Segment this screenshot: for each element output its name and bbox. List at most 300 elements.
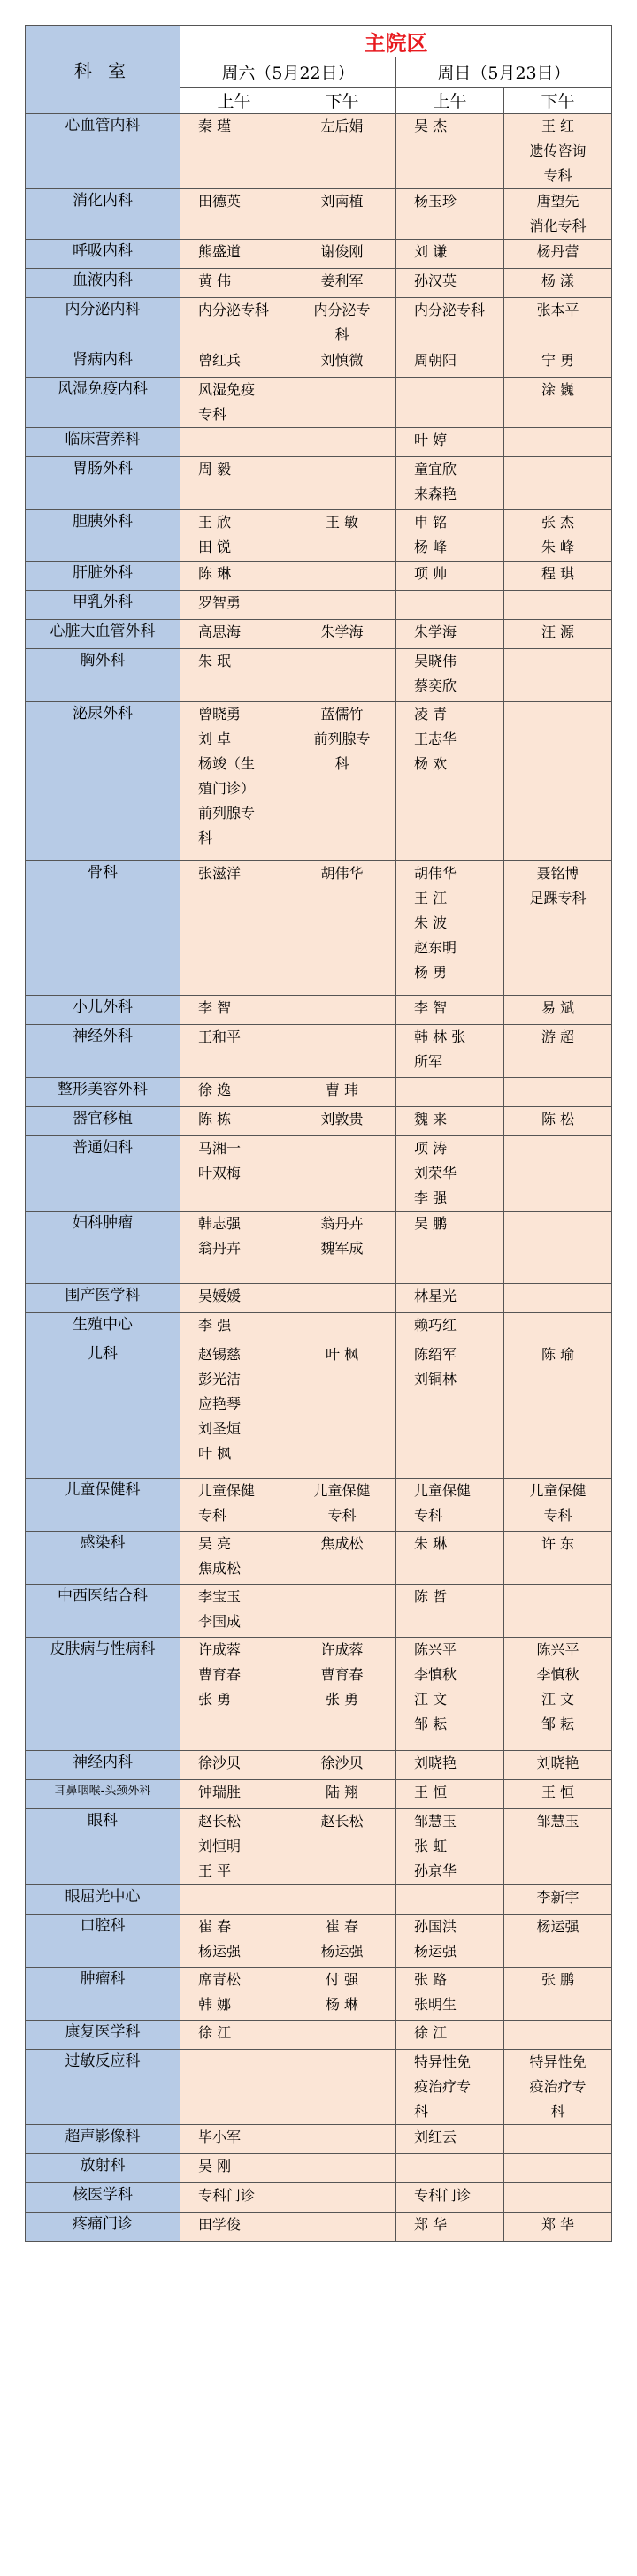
- doctor-entry: 徐 逸: [198, 1082, 232, 1098]
- table-row: [26, 2183, 612, 2213]
- doctor-entry: 内分泌专科: [198, 302, 270, 318]
- doctor-entry: 内分泌专: [313, 302, 371, 318]
- slot-sat-pm: [288, 2125, 396, 2154]
- dept-name: 皮肤病与性病科: [26, 1638, 180, 1751]
- dept-name: 心脏大血管外科: [26, 620, 180, 649]
- doctor-entry: 杨运强: [536, 1918, 579, 1935]
- table-row: [26, 620, 612, 649]
- slot-sat-am: [180, 348, 288, 378]
- dept-name: 血液内科: [26, 269, 180, 298]
- slot-sun-am: [396, 861, 504, 996]
- doctor-entry: 易 斌: [541, 999, 575, 1016]
- doctor-entry: 赵长松: [198, 1813, 242, 1830]
- doctor-entry: 聂铭博: [536, 865, 579, 882]
- doctor-entry: 童宜欣: [414, 461, 457, 478]
- dept-name: 风湿免疫内科: [26, 378, 180, 428]
- table-row: [26, 861, 612, 996]
- doctor-entry: 邹 耘: [541, 1716, 575, 1732]
- slot-sat-pm: [288, 1885, 396, 1915]
- table-row: [26, 428, 612, 457]
- slot-sat-pm: [288, 2050, 396, 2125]
- doctor-entry: 张明生: [414, 1996, 457, 2013]
- table-row: [26, 2125, 612, 2154]
- slot-sat-pm: [288, 189, 396, 240]
- doctor-entry: 谢俊刚: [320, 243, 364, 260]
- slot-sat-pm: [288, 1479, 396, 1532]
- table-row: [26, 996, 612, 1025]
- doctor-entry: 赵长松: [320, 1813, 364, 1830]
- doctor-entry: 王和平: [198, 1028, 242, 1045]
- doctor-entry: 内分泌专科: [414, 302, 486, 318]
- table-row: [26, 1585, 612, 1638]
- slot-sat-pm: [288, 1342, 396, 1479]
- table-row: [26, 189, 612, 240]
- slot-sun-am: [396, 1585, 504, 1638]
- slot-sun-am: [396, 591, 504, 620]
- doctor-entry: 江 文: [414, 1691, 448, 1708]
- dept-name: 心血管内科: [26, 114, 180, 189]
- slot-sat-am: [180, 1780, 288, 1809]
- slot-sun-pm: [504, 1532, 612, 1585]
- table-row: [26, 591, 612, 620]
- doctor-entry: 前列腺专: [313, 730, 371, 747]
- doctor-entry: 韩志强: [198, 1215, 242, 1232]
- slot-sat-am: [180, 562, 288, 591]
- dept-name: 甲乳外科: [26, 591, 180, 620]
- doctor-entry: 杨 漾: [541, 272, 575, 289]
- slot-sat-am: [180, 1915, 288, 1968]
- doctor-entry: 罗智勇: [198, 594, 242, 611]
- doctor-entry: 凌 青: [414, 706, 448, 722]
- doctor-entry: 刘铜林: [414, 1371, 457, 1387]
- doctor-entry: 消化专科: [529, 218, 587, 234]
- table-row: [26, 1638, 612, 1751]
- dept-name: 眼屈光中心: [26, 1885, 180, 1915]
- slot-sun-pm: [504, 996, 612, 1025]
- slot-sat-am: [180, 1638, 288, 1751]
- doctor-entry: 李慎秋: [536, 1666, 579, 1683]
- doctor-entry: 刘恒明: [198, 1838, 242, 1854]
- dept-name: 临床营养科: [26, 428, 180, 457]
- slot-sat-am: [180, 114, 288, 189]
- slot-sun-am: [396, 114, 504, 189]
- slot-sun-pm: [504, 378, 612, 428]
- doctor-entry: 孙国洪: [414, 1918, 457, 1935]
- slot-sat-am: [180, 2154, 288, 2183]
- doctor-entry: 徐 江: [414, 2024, 448, 2041]
- slot-sat-pm: [288, 620, 396, 649]
- doctor-entry: 刘慎微: [320, 352, 364, 369]
- doctor-entry: 刘南植: [320, 193, 364, 210]
- doctor-entry: 高思海: [198, 623, 242, 640]
- dept-name: 胃肠外科: [26, 457, 180, 510]
- doctor-entry: 朱 波: [414, 914, 448, 931]
- slot-sun-am: [396, 457, 504, 510]
- slot-sun-am: [396, 378, 504, 428]
- dept-name: 普通妇科: [26, 1136, 180, 1212]
- dept-name: 超声影像科: [26, 2125, 180, 2154]
- doctor-entry: 田学俊: [198, 2216, 242, 2233]
- doctor-entry: 许成蓉: [320, 1641, 364, 1658]
- slot-sun-am: [396, 1212, 504, 1284]
- slot-sun-pm: [504, 1025, 612, 1078]
- slot-sat-am: [180, 240, 288, 269]
- doctor-entry: 专科: [543, 167, 572, 184]
- dept-column-header: 科 室: [26, 26, 180, 114]
- slot-sat-am: [180, 1479, 288, 1532]
- slot-sun-pm: [504, 1107, 612, 1136]
- table-row: [26, 298, 612, 348]
- doctor-entry: 李宝玉: [198, 1588, 242, 1605]
- slot-sun-am: [396, 2021, 504, 2050]
- slot-sat-pm: [288, 2154, 396, 2183]
- doctor-entry: 宁 勇: [541, 352, 575, 369]
- dept-name: 整形美容外科: [26, 1078, 180, 1107]
- doctor-entry: 徐沙贝: [198, 1754, 242, 1771]
- doctor-entry: 韩 娜: [198, 1996, 232, 2013]
- doctor-entry: 赖巧红: [414, 1317, 457, 1334]
- doctor-entry: 韩 林 张: [414, 1028, 466, 1045]
- table-row: [26, 378, 612, 428]
- table-row: [26, 114, 612, 189]
- doctor-entry: 专科门诊: [198, 2187, 256, 2204]
- dept-name: 放射科: [26, 2154, 180, 2183]
- slot-sat-am: [180, 1078, 288, 1107]
- doctor-entry: 科: [414, 2103, 429, 2120]
- slot-sun-am: [396, 1342, 504, 1479]
- slot-sun-pm: [504, 1585, 612, 1638]
- doctor-entry: 申 铭: [414, 514, 448, 531]
- slot-sun-pm: [504, 240, 612, 269]
- slot-sun-pm: [504, 1136, 612, 1212]
- table-row: [26, 2213, 612, 2242]
- slot-sun-pm: [504, 649, 612, 702]
- doctor-entry: 朱 峰: [541, 539, 575, 555]
- slot-sun-am: [396, 2125, 504, 2154]
- doctor-entry: 涂 巍: [541, 381, 575, 398]
- doctor-entry: 张本平: [536, 302, 579, 318]
- doctor-entry: 儿童保健: [529, 1482, 587, 1499]
- slot-sat-am: [180, 1968, 288, 2021]
- slot-sun-am: [396, 1136, 504, 1212]
- doctor-entry: 李 强: [198, 1317, 232, 1334]
- doctor-entry: 张 鹏: [541, 1971, 575, 1988]
- doctor-entry: 王 红: [541, 118, 575, 134]
- slot-sat-am: [180, 1585, 288, 1638]
- slot-sun-pm: [504, 1212, 612, 1284]
- slot-sun-am: [396, 1025, 504, 1078]
- slot-sun-am: [396, 1915, 504, 1968]
- doctor-entry: 钟瑞胜: [198, 1784, 242, 1800]
- slot-sun-am: [396, 649, 504, 702]
- table-row: [26, 1025, 612, 1078]
- slot-sun-am: [396, 1107, 504, 1136]
- slot-sat-pm: [288, 702, 396, 861]
- doctor-entry: 刘晓艳: [414, 1754, 457, 1771]
- doctor-entry: 马湘一: [198, 1140, 242, 1157]
- doctor-entry: 张 勇: [198, 1691, 232, 1708]
- slot-sun-am: [396, 1479, 504, 1532]
- doctor-entry: 翁丹卉: [198, 1240, 242, 1257]
- slot-sat-pm: [288, 1313, 396, 1342]
- table-row: [26, 1809, 612, 1885]
- table-row: [26, 1532, 612, 1585]
- doctor-entry: 科: [550, 2103, 565, 2120]
- slot-sun-am: [396, 562, 504, 591]
- slot-sun-pm: [504, 1885, 612, 1915]
- dept-name: 消化内科: [26, 189, 180, 240]
- doctor-entry: 赵锡慈: [198, 1346, 242, 1363]
- doctor-entry: 刘荣华: [414, 1165, 457, 1181]
- doctor-entry: 李 智: [414, 999, 448, 1016]
- slot-sat-am: [180, 457, 288, 510]
- doctor-entry: 秦 瑾: [198, 118, 232, 134]
- doctor-entry: 周朝阳: [414, 352, 457, 369]
- slot-sat-pm: [288, 649, 396, 702]
- slot-sat-am: [180, 2021, 288, 2050]
- doctor-entry: 崔 春: [325, 1918, 359, 1935]
- doctor-entry: 风湿免疫: [198, 381, 256, 398]
- doctor-entry: 朱学海: [320, 623, 364, 640]
- slot-sun-am: [396, 428, 504, 457]
- doctor-entry: 陆 翔: [325, 1784, 359, 1800]
- doctor-entry: 王 敏: [325, 514, 359, 531]
- dept-name: 康复医学科: [26, 2021, 180, 2050]
- doctor-entry: 李 智: [198, 999, 232, 1016]
- dept-name: 儿童保健科: [26, 1479, 180, 1532]
- slot-sun-pm: [504, 2021, 612, 2050]
- doctor-entry: 专科: [414, 1507, 443, 1524]
- doctor-entry: 专科: [198, 1507, 227, 1524]
- slot-sun-am: [396, 510, 504, 562]
- slot-sun-pm: [504, 2154, 612, 2183]
- doctor-entry: 曾红兵: [198, 352, 242, 369]
- day-header-saturday: 周六（5月22日）: [180, 57, 396, 88]
- slot-sun-am: [396, 1751, 504, 1780]
- doctor-entry: 孙京华: [414, 1862, 457, 1879]
- dept-name: 内分泌内科: [26, 298, 180, 348]
- dept-name: 胸外科: [26, 649, 180, 702]
- doctor-entry: 陈绍军: [414, 1346, 457, 1363]
- slot-sat-pm: [288, 1136, 396, 1212]
- doctor-entry: 儿童保健: [198, 1482, 256, 1499]
- slot-sun-pm: [504, 562, 612, 591]
- doctor-entry: 吴 刚: [198, 2158, 232, 2175]
- slot-sat-am: [180, 1342, 288, 1479]
- slot-sat-am: [180, 1885, 288, 1915]
- slot-sun-am: [396, 1780, 504, 1809]
- slot-sat-am: [180, 2183, 288, 2213]
- doctor-entry: 朱学海: [414, 623, 457, 640]
- table-row: [26, 240, 612, 269]
- slot-sat-am: [180, 1025, 288, 1078]
- doctor-entry: 项 帅: [414, 565, 448, 582]
- doctor-entry: 蓝儒竹: [320, 706, 364, 722]
- dept-name: 围产医学科: [26, 1284, 180, 1313]
- dept-name: 过敏反应科: [26, 2050, 180, 2125]
- table-row: [26, 1915, 612, 1968]
- doctor-entry: 朱 琳: [414, 1535, 448, 1552]
- table-row: [26, 269, 612, 298]
- slot-sat-am: [180, 1212, 288, 1284]
- slot-sat-pm: [288, 1025, 396, 1078]
- doctor-entry: 汪 源: [541, 623, 575, 640]
- doctor-entry: 刘红云: [414, 2129, 457, 2145]
- slot-sat-am: [180, 649, 288, 702]
- doctor-entry: 毕小军: [198, 2129, 242, 2145]
- table-row: [26, 1885, 612, 1915]
- doctor-entry: 魏 来: [414, 1111, 448, 1127]
- doctor-entry: 陈 栋: [198, 1111, 232, 1127]
- dept-name: 口腔科: [26, 1915, 180, 1968]
- doctor-entry: 李慎秋: [414, 1666, 457, 1683]
- table-row: [26, 1751, 612, 1780]
- doctor-entry: 林星光: [414, 1288, 457, 1304]
- slot-sat-pm: [288, 996, 396, 1025]
- doctor-entry: 吴晓伟: [414, 653, 457, 669]
- doctor-entry: 科: [198, 829, 213, 846]
- day-header-sunday: 周日（5月23日）: [396, 57, 612, 88]
- doctor-entry: 徐 江: [198, 2024, 232, 2041]
- doctor-entry: 曹育春: [320, 1666, 364, 1683]
- doctor-entry: 叶双梅: [198, 1165, 242, 1181]
- doctor-entry: 赵东明: [414, 939, 457, 956]
- doctor-entry: 叶 枫: [325, 1346, 359, 1363]
- doctor-entry: 王 平: [198, 1862, 232, 1879]
- slot-sun-am: [396, 620, 504, 649]
- slot-sat-pm: [288, 2183, 396, 2213]
- doctor-entry: 所军: [414, 1053, 443, 1070]
- doctor-entry: 殖门诊）: [198, 780, 256, 797]
- slot-sun-pm: [504, 1780, 612, 1809]
- slot-sat-am: [180, 996, 288, 1025]
- doctor-entry: 应艳琴: [198, 1395, 242, 1412]
- doctor-entry: 专科: [543, 1507, 572, 1524]
- table-row: [26, 1479, 612, 1532]
- slot-sat-am: [180, 2125, 288, 2154]
- doctor-entry: 陈 哲: [414, 1588, 448, 1605]
- slot-sat-am: [180, 298, 288, 348]
- doctor-entry: 特异性免: [414, 2053, 472, 2070]
- slot-sat-pm: [288, 1968, 396, 2021]
- table-row: [26, 510, 612, 562]
- dept-name: 中西医结合科: [26, 1585, 180, 1638]
- slot-sat-pm: [288, 2213, 396, 2242]
- doctor-entry: 杨 琳: [325, 1996, 359, 2013]
- doctor-entry: 黄 伟: [198, 272, 232, 289]
- slot-sun-pm: [504, 1809, 612, 1885]
- slot-sat-am: [180, 620, 288, 649]
- doctor-entry: 曹育春: [198, 1666, 242, 1683]
- table-row: [26, 1284, 612, 1313]
- doctor-entry: 陈兴平: [536, 1641, 579, 1658]
- slot-sun-pm: [504, 1078, 612, 1107]
- table-row: [26, 1342, 612, 1479]
- doctor-entry: 游 超: [541, 1028, 575, 1045]
- doctor-entry: 杨竣（生: [198, 755, 256, 772]
- doctor-entry: 姜利军: [320, 272, 364, 289]
- doctor-entry: 焦成松: [198, 1560, 242, 1577]
- slot-sun-am: [396, 1284, 504, 1313]
- slot-sat-am: [180, 861, 288, 996]
- doctor-entry: 许成蓉: [198, 1641, 242, 1658]
- doctor-entry: 前列腺专: [198, 805, 256, 822]
- doctor-entry: 李新宇: [536, 1889, 579, 1906]
- slot-sat-pm: [288, 1809, 396, 1885]
- slot-sat-pm: [288, 1751, 396, 1780]
- doctor-entry: 杨玉珍: [414, 193, 457, 210]
- slot-sat-am: [180, 1136, 288, 1212]
- slot-sun-am: [396, 2213, 504, 2242]
- dept-name: 肝脏外科: [26, 562, 180, 591]
- doctor-entry: 杨运强: [414, 1943, 457, 1960]
- doctor-entry: 陈 琳: [198, 565, 232, 582]
- doctor-entry: 徐沙贝: [320, 1754, 364, 1771]
- doctor-entry: 特异性免: [529, 2053, 587, 2070]
- slot-sat-pm: [288, 1780, 396, 1809]
- slot-sat-pm: [288, 1284, 396, 1313]
- slot-sun-pm: [504, 1968, 612, 2021]
- dept-name: 胆胰外科: [26, 510, 180, 562]
- doctor-entry: 邹慧玉: [414, 1813, 457, 1830]
- dept-name: 眼科: [26, 1809, 180, 1885]
- doctor-entry: 吴 鹏: [414, 1215, 448, 1232]
- slot-sun-pm: [504, 269, 612, 298]
- slot-sat-am: [180, 510, 288, 562]
- dept-name: 肿瘤科: [26, 1968, 180, 2021]
- doctor-entry: 曹 玮: [325, 1082, 359, 1098]
- slot-sun-am: [396, 702, 504, 861]
- doctor-entry: 李 强: [414, 1189, 448, 1206]
- table-row: [26, 1212, 612, 1284]
- slot-sat-pm: [288, 114, 396, 189]
- slot-sat-pm: [288, 861, 396, 996]
- table-row: [26, 1780, 612, 1809]
- doctor-entry: 刘 卓: [198, 730, 232, 747]
- slot-sun-pm: [504, 1915, 612, 1968]
- slot-sun-pm: [504, 2213, 612, 2242]
- slot-sun-pm: [504, 114, 612, 189]
- dept-name: 呼吸内科: [26, 240, 180, 269]
- slot-sat-pm: [288, 510, 396, 562]
- doctor-entry: 叶 枫: [198, 1445, 232, 1462]
- slot-sat-pm: [288, 457, 396, 510]
- page-title: 主院区: [180, 26, 612, 57]
- slot-sun-pm: [504, 1342, 612, 1479]
- slot-sun-am: [396, 1809, 504, 1885]
- slot-sat-pm: [288, 1107, 396, 1136]
- doctor-entry: 儿童保健: [313, 1482, 371, 1499]
- doctor-entry: 遗传咨询: [529, 142, 587, 159]
- doctor-entry: 吴 亮: [198, 1535, 232, 1552]
- doctor-entry: 魏军成: [320, 1240, 364, 1257]
- doctor-entry: 邹慧玉: [536, 1813, 579, 1830]
- slot-sat-am: [180, 1532, 288, 1585]
- doctor-entry: 王 欣: [198, 514, 232, 531]
- slot-sat-am: [180, 189, 288, 240]
- doctor-entry: 张 勇: [325, 1691, 359, 1708]
- slot-sat-pm: [288, 348, 396, 378]
- slot-sun-am: [396, 1968, 504, 2021]
- clinic-schedule-table: [25, 25, 612, 2242]
- table-row: [26, 1313, 612, 1342]
- slot-sat-pm: [288, 591, 396, 620]
- doctor-entry: 杨运强: [320, 1943, 364, 1960]
- doctor-entry: 杨 峰: [414, 539, 448, 555]
- doctor-entry: 曾晓勇: [198, 706, 242, 722]
- table-row: [26, 1136, 612, 1212]
- doctor-entry: 左后娟: [320, 118, 364, 134]
